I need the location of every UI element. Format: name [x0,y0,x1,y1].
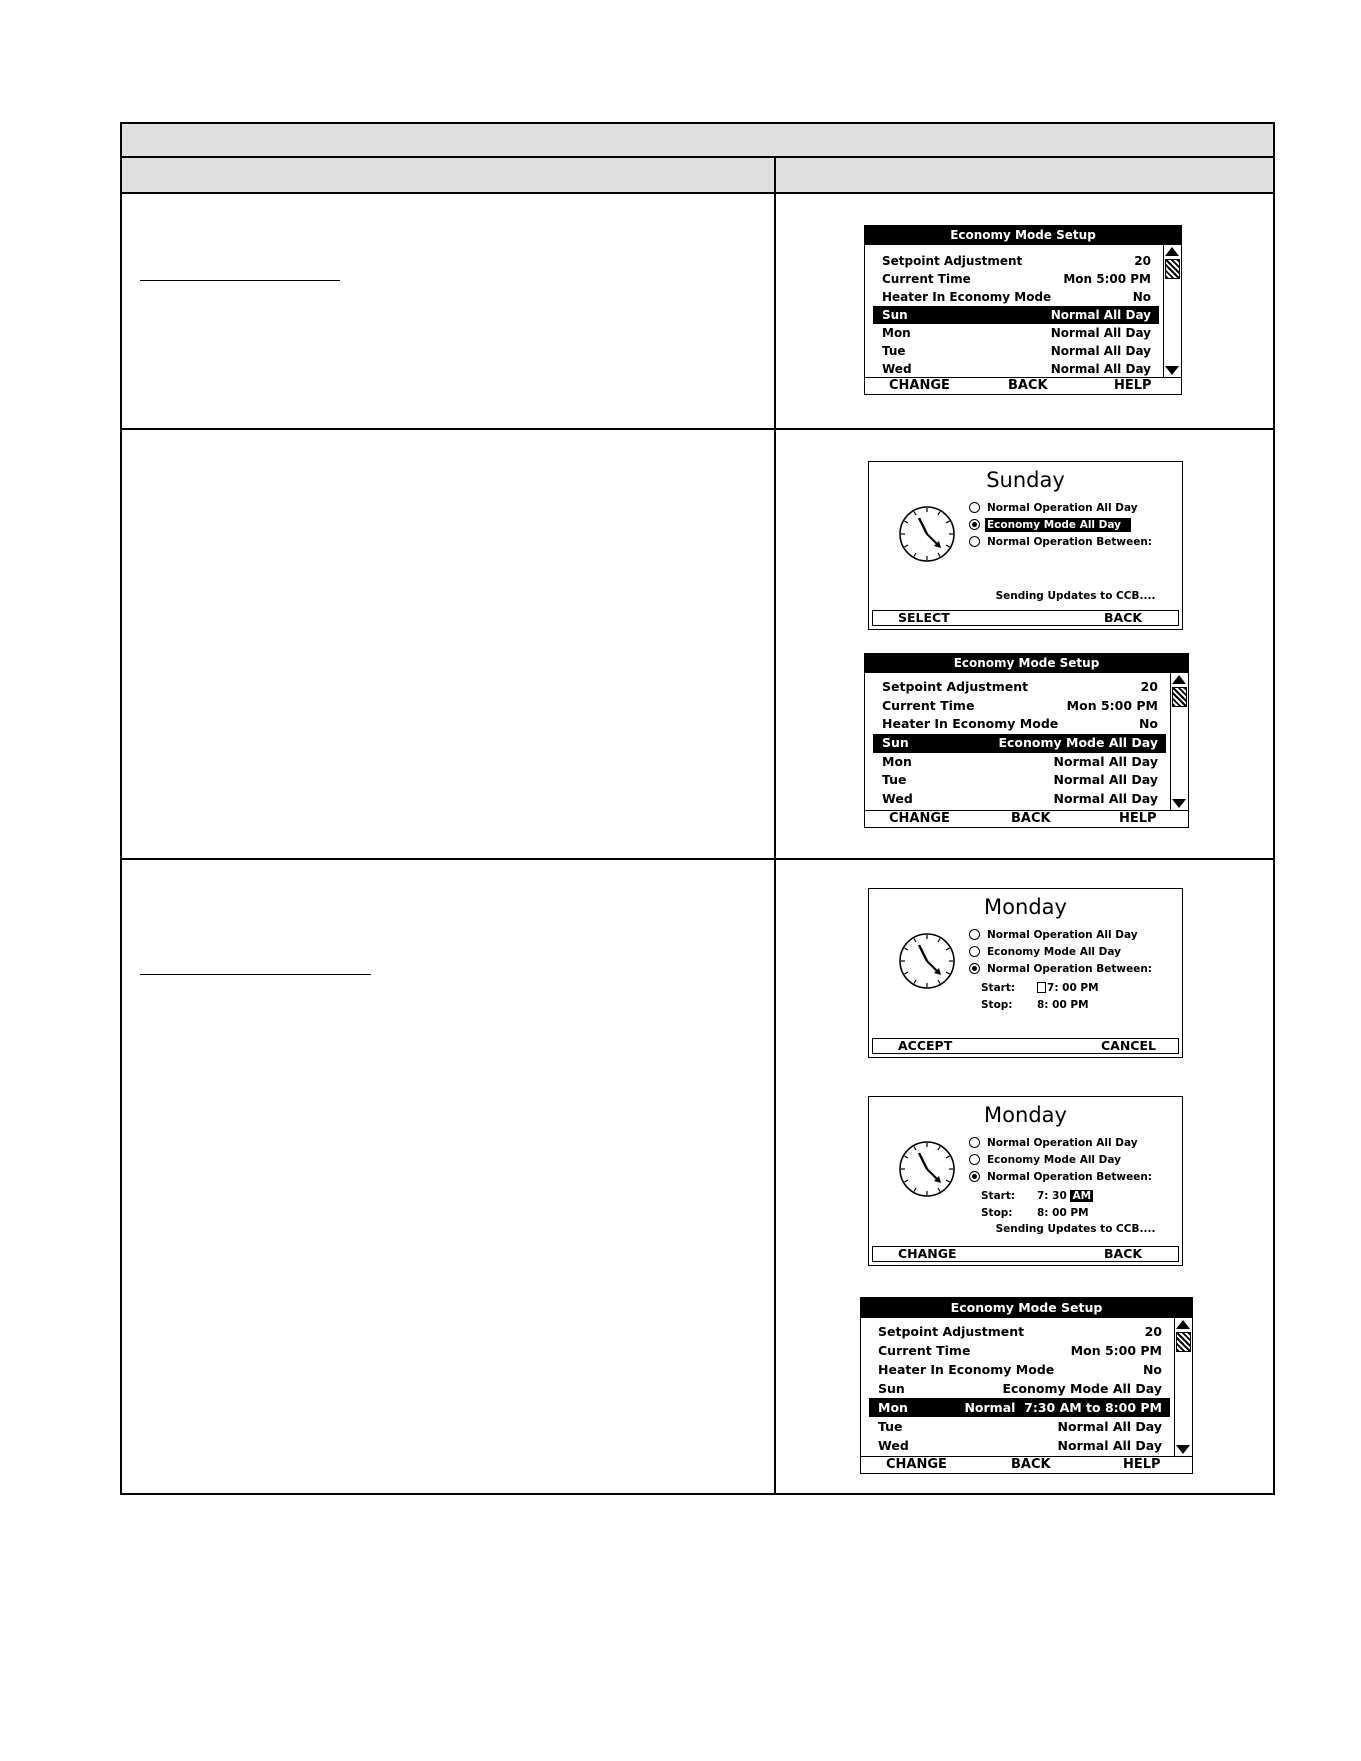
blank-underline [140,974,371,975]
option-normal-all-day[interactable]: Normal Operation All Day [969,499,1154,516]
option-economy-all-day[interactable]: Economy Mode All Day [969,1151,1154,1168]
setting-list [869,1322,1170,1455]
button-bar [872,1246,1179,1262]
radio-button[interactable] [969,946,980,957]
setting-row[interactable]: Setpoint Adjustment 20 [882,254,1151,268]
time-range [981,1188,1093,1222]
ampm-field[interactable]: AM [1072,1190,1092,1202]
setting-row[interactable]: Sun Economy Mode All Day [878,1381,1162,1396]
clock-icon [897,1139,957,1199]
screen-title: Economy Mode Setup [865,226,1181,245]
radio-button-selected[interactable] [969,1171,980,1182]
dialog-title: Monday [984,1103,1067,1127]
setting-row[interactable]: Heater In Economy Mode No [878,1362,1162,1377]
back-button[interactable]: BACK [1104,610,1143,625]
softkey-bar [865,810,1188,827]
setting-row-selected[interactable]: Mon Normal 7:30 AM to 8:00 PM [869,1398,1170,1417]
start-time-value[interactable]: 7: 30 AM [1037,1190,1092,1202]
scroll-down-arrow-icon[interactable] [1165,366,1179,375]
sunday-schedule-dialog [868,461,1183,630]
setting-row[interactable]: Mon Normal All Day [882,753,1158,769]
radio-button-selected[interactable] [969,519,980,530]
setting-row[interactable]: Tue Normal All Day [882,772,1158,788]
help-softkey[interactable]: HELP [1119,811,1157,826]
time-range [981,980,1099,1014]
setting-row[interactable]: Current Time Mon 5:00 PM [878,1343,1162,1358]
row-divider [122,428,1273,430]
monday-schedule-edit-dialog [868,888,1183,1058]
monday-schedule-sending-dialog [868,1096,1183,1266]
button-bar [872,610,1179,626]
setting-row[interactable]: Current Time Mon 5:00 PM [882,697,1158,713]
stop-time-value[interactable]: 8: 00 PM [1037,999,1089,1011]
scroll-down-arrow-icon[interactable] [1176,1445,1190,1454]
back-softkey[interactable]: BACK [1011,1457,1051,1472]
setting-row[interactable]: Wed Normal All Day [878,1438,1162,1453]
setting-row[interactable]: Mon Normal All Day [882,326,1151,340]
column-divider [774,158,776,1493]
setting-row[interactable]: Tue Normal All Day [878,1419,1162,1434]
scrollbar[interactable] [1170,673,1188,810]
scroll-thumb[interactable] [1165,259,1180,279]
radio-button[interactable] [969,536,980,547]
setting-row[interactable]: Heater In Economy Mode No [882,716,1158,732]
scroll-up-arrow-icon[interactable] [1176,1320,1190,1329]
screen-title: Economy Mode Setup [861,1298,1192,1318]
clock-icon [897,931,957,991]
cancel-button[interactable]: CANCEL [1101,1038,1156,1053]
economy-mode-setup-screen [864,225,1182,395]
change-button[interactable]: CHANGE [898,1246,957,1261]
screen-title: Economy Mode Setup [865,654,1188,673]
radio-button[interactable] [969,1154,980,1165]
scroll-down-arrow-icon[interactable] [1172,799,1186,808]
setting-list [873,678,1166,809]
change-softkey[interactable]: CHANGE [889,811,950,826]
option-list [969,926,1154,977]
back-button[interactable]: BACK [1104,1246,1143,1261]
start-time-row[interactable]: Start: 7: 30 AM [981,1188,1093,1205]
setting-row[interactable]: Tue Normal All Day [882,344,1151,358]
scroll-thumb[interactable] [1172,687,1187,707]
help-softkey[interactable]: HELP [1114,378,1152,393]
dialog-title: Monday [984,895,1067,919]
dialog-title: Sunday [986,468,1065,492]
scroll-up-arrow-icon[interactable] [1165,247,1179,256]
option-normal-all-day[interactable]: Normal Operation All Day [969,926,1154,943]
option-normal-between[interactable]: Normal Operation Between: [969,1168,1154,1185]
status-message: Sending Updates to CCB.... [995,1223,1156,1235]
clock-icon [897,504,957,564]
option-normal-between[interactable]: Normal Operation Between: [969,533,1154,550]
radio-button-selected[interactable] [969,963,980,974]
option-list [969,1134,1154,1185]
setting-row[interactable]: Current Time Mon 5:00 PM [882,272,1151,286]
radio-button[interactable] [969,929,980,940]
row-divider [122,858,1273,860]
select-button[interactable]: SELECT [898,610,950,625]
start-time-row[interactable]: Start: 7: 00 PM [981,980,1099,997]
scrollbar[interactable] [1163,245,1181,377]
option-economy-all-day[interactable]: Economy Mode All Day [969,943,1154,960]
back-softkey[interactable]: BACK [1008,378,1048,393]
stop-time-row[interactable]: Stop: 8: 00 PM [981,1205,1093,1222]
radio-button[interactable] [969,1137,980,1148]
setting-row[interactable]: Heater In Economy Mode No [882,290,1151,304]
change-softkey[interactable]: CHANGE [889,378,950,393]
setting-row[interactable]: Setpoint Adjustment 20 [882,679,1158,694]
edit-cursor [1037,982,1046,993]
economy-mode-setup-screen [860,1297,1193,1474]
economy-mode-setup-screen [864,653,1189,828]
accept-button[interactable]: ACCEPT [898,1038,953,1053]
setting-row-selected[interactable]: Sun Economy Mode All Day [873,734,1166,753]
setting-row[interactable]: Setpoint Adjustment 20 [878,1324,1162,1339]
change-softkey[interactable]: CHANGE [886,1457,947,1472]
setting-row-selected[interactable]: Sun Normal All Day [873,306,1159,324]
option-economy-all-day[interactable]: Economy Mode All Day [969,516,1154,533]
button-bar [872,1038,1179,1054]
status-message: Sending Updates to CCB.... [995,590,1156,602]
option-normal-all-day[interactable]: Normal Operation All Day [969,1134,1154,1151]
softkey-bar [865,377,1181,394]
back-softkey[interactable]: BACK [1011,811,1051,826]
setting-row[interactable]: Wed Normal All Day [882,791,1158,807]
start-time-value[interactable]: 7: 00 PM [1037,980,1099,997]
table-title-bar [122,124,1273,158]
setting-list [873,252,1159,378]
help-softkey[interactable]: HELP [1123,1457,1161,1472]
scroll-thumb[interactable] [1176,1332,1191,1352]
option-list [969,499,1154,550]
setting-row[interactable]: Wed Normal All Day [882,362,1151,376]
option-normal-between[interactable]: Normal Operation Between: [969,960,1154,977]
softkey-bar [861,1456,1192,1473]
scrollbar[interactable] [1174,1318,1192,1456]
stop-time-value[interactable]: 8: 00 PM [1037,1207,1089,1219]
table-header-row [122,158,1273,194]
radio-button[interactable] [969,502,980,513]
stop-time-row[interactable]: Stop: 8: 00 PM [981,997,1099,1014]
blank-underline [140,280,340,281]
scroll-up-arrow-icon[interactable] [1172,675,1186,684]
